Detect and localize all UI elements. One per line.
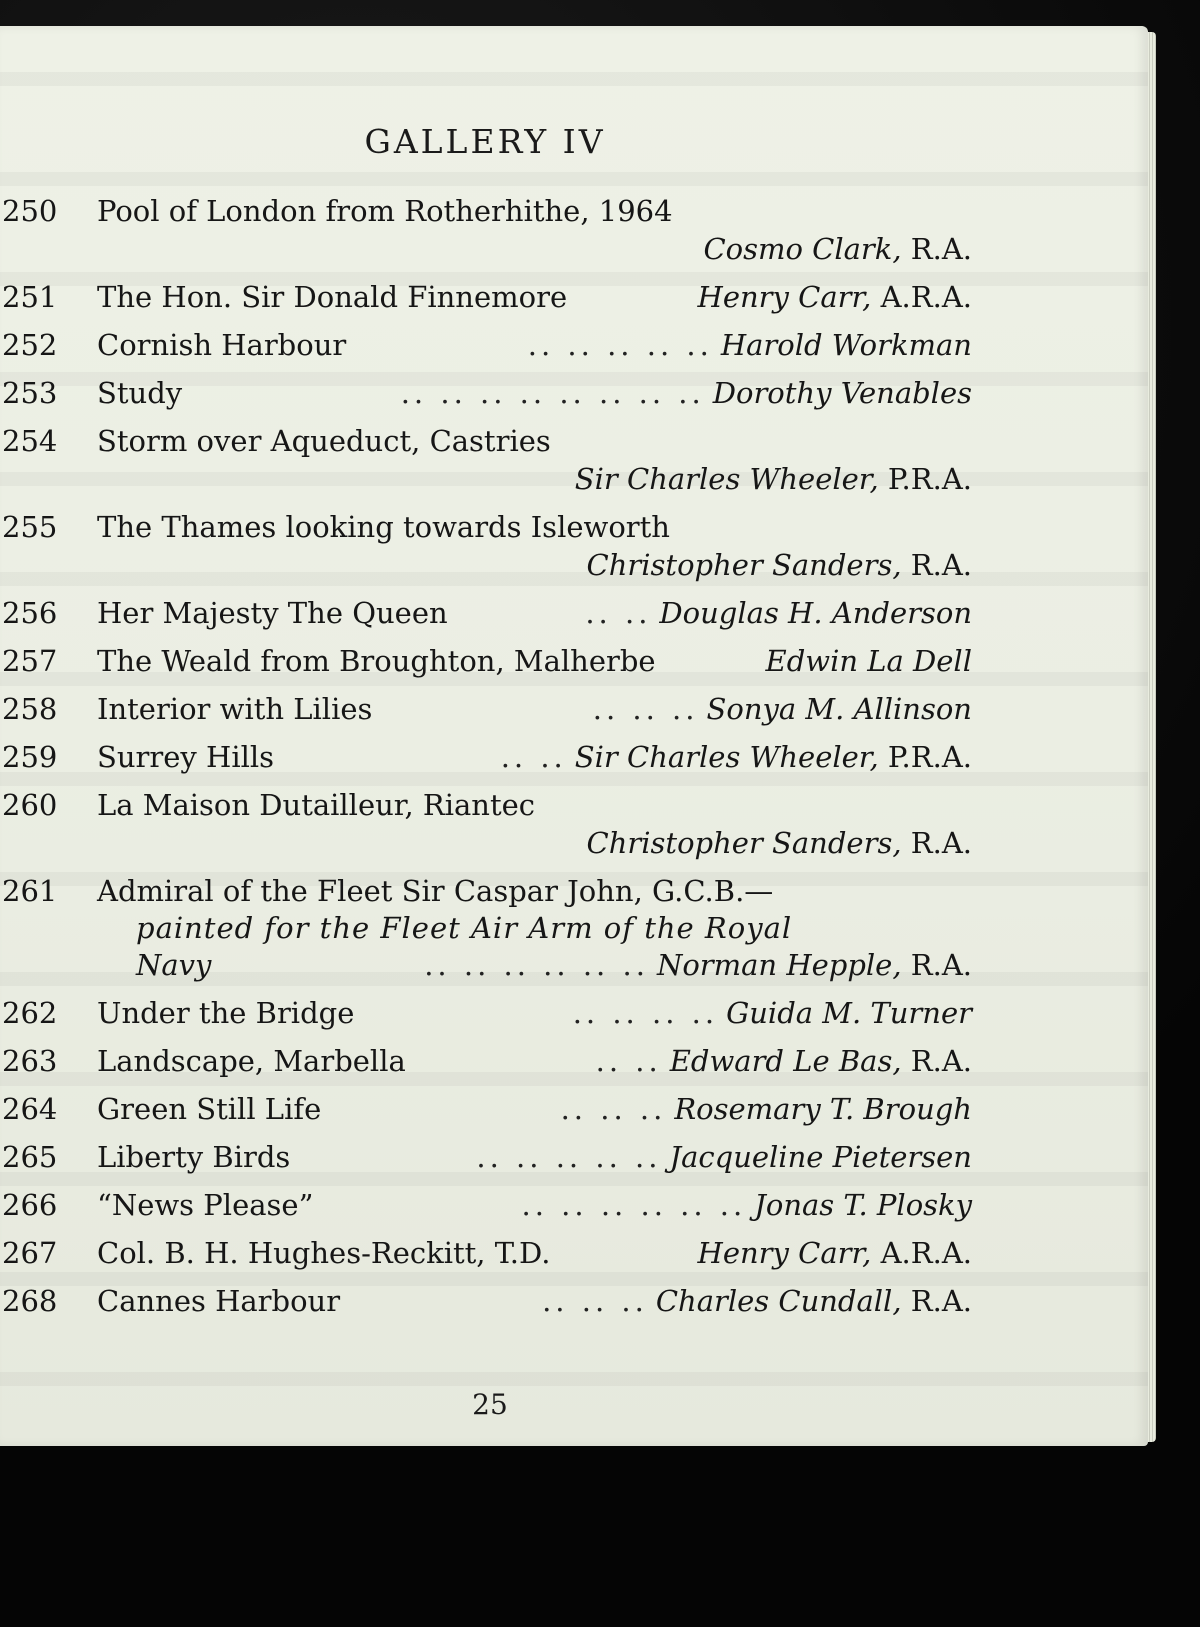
entry-title: “News Please” [97, 1188, 314, 1222]
entry-honours: R.A. [910, 232, 972, 266]
entry-number: 251 [2, 280, 58, 314]
entry-title: Her Majesty The Queen [97, 596, 448, 630]
leader-dots: .. .. .. [592, 692, 699, 726]
entry-subtitle: painted for the Fleet Air Arm of the Royal [136, 911, 793, 945]
entry-title: Surrey Hills [97, 740, 275, 774]
entry-number: 250 [2, 194, 58, 228]
entry-number: 266 [2, 1188, 58, 1222]
gallery-heading: GALLERY IV [364, 122, 606, 161]
entry-artist: Christopher Sanders, [586, 826, 902, 860]
entry-honours: A.R.A. [880, 1236, 972, 1270]
catalogue-entry [0, 786, 972, 862]
entry-honours: P.R.A. [887, 462, 972, 496]
catalogue-entry [0, 594, 972, 632]
page-number: 25 [472, 1388, 508, 1421]
entry-number: 268 [2, 1284, 58, 1318]
entry-list [0, 192, 972, 1330]
catalogue-entry [0, 994, 972, 1032]
entry-number: 260 [2, 788, 58, 822]
catalogue-entry [0, 1282, 972, 1320]
entry-number: 265 [2, 1140, 58, 1174]
entry-artist: Jonas T. Plosky [754, 1188, 972, 1222]
catalogue-entry [0, 1186, 972, 1224]
entry-artist: Harold Workman [720, 328, 972, 362]
entry-artist: Sir Charles Wheeler, [574, 740, 879, 774]
entry-number: 252 [2, 328, 58, 362]
entry-number: 258 [2, 692, 58, 726]
entry-number: 261 [2, 874, 58, 908]
entry-honours: R.A. [910, 1044, 972, 1078]
entry-title: The Weald from Broughton, Malherbe [97, 644, 656, 678]
leader-dots: .. .. .. .. .. .. .. .. [400, 376, 705, 410]
entry-artist: Rosemary T. Brough [674, 1092, 972, 1126]
entry-title: Interior with Lilies [97, 692, 373, 726]
entry-title: Pool of London from Rotherhithe, 1964 [97, 194, 673, 228]
leader-dots: .. .. .. .. .. [527, 328, 713, 362]
entry-title: The Thames looking towards Isleworth [97, 510, 670, 544]
catalogue-entry [0, 872, 972, 984]
leader-dots: .. .. .. .. .. .. [424, 948, 649, 982]
entry-number: 267 [2, 1236, 58, 1270]
entry-artist: Dorothy Venables [712, 376, 972, 410]
entry-artist: Edwin La Dell [765, 644, 972, 678]
entry-number: 262 [2, 996, 58, 1030]
entry-title: Storm over Aqueduct, Castries [97, 424, 551, 458]
entry-honours: R.A. [910, 948, 972, 982]
entry-artist: Edward Le Bas, [669, 1044, 902, 1078]
leader-dots: .. .. [585, 596, 652, 630]
catalogue-entry [0, 192, 972, 268]
leader-dots: .. .. .. .. [572, 996, 719, 1030]
entry-artist: Sonya M. Allinson [706, 692, 972, 726]
catalogue-entry [0, 374, 972, 412]
entry-number: 264 [2, 1092, 58, 1126]
entry-artist: Cosmo Clark, [703, 232, 902, 266]
entry-title: Green Still Life [97, 1092, 322, 1126]
entry-number: 263 [2, 1044, 58, 1078]
entry-artist: Christopher Sanders, [586, 548, 902, 582]
entry-artist: Norman Hepple, [656, 948, 902, 982]
leader-dots: .. .. .. [542, 1284, 648, 1318]
entry-artist: Henry Carr, [697, 280, 872, 314]
leader-dots: .. .. [595, 1044, 662, 1078]
entry-subtitle-end: Navy [136, 948, 212, 982]
leader-dots: .. .. [500, 740, 567, 774]
entry-title: Admiral of the Fleet Sir Caspar John, G.C.B.— [97, 874, 774, 908]
entry-title: Liberty Birds [97, 1140, 291, 1174]
entry-number: 256 [2, 596, 58, 630]
entry-artist: Henry Carr, [697, 1236, 872, 1270]
catalogue-entry [0, 278, 972, 316]
entry-artist-line [0, 824, 972, 862]
entry-title: Under the Bridge [97, 996, 355, 1030]
entry-honours: A.R.A. [880, 280, 972, 314]
entry-title: La Maison Dutailleur, Riantec [97, 788, 536, 822]
leader-dots: .. .. .. .. .. [476, 1140, 662, 1174]
entry-honours: R.A. [910, 1284, 972, 1318]
catalogue-entry [0, 508, 972, 584]
leader-dots: .. .. .. .. .. .. [521, 1188, 747, 1222]
catalogue-entry [0, 422, 972, 498]
entry-number: 254 [2, 424, 58, 458]
entry-artist-line [0, 546, 972, 584]
entry-number: 259 [2, 740, 58, 774]
leader-dots: .. .. .. [560, 1092, 667, 1126]
entry-title: The Hon. Sir Donald Finnemore [97, 280, 568, 314]
entry-title: Cornish Harbour [97, 328, 347, 362]
catalogue-entry [0, 1234, 972, 1272]
catalogue-page [0, 26, 1148, 1446]
entry-title: Study [97, 376, 183, 410]
entry-artist-line [0, 460, 972, 498]
entry-number: 257 [2, 644, 58, 678]
entry-artist: Guida M. Turner [726, 996, 972, 1030]
entry-honours: R.A. [910, 548, 972, 582]
entry-title: Cannes Harbour [97, 1284, 341, 1318]
catalogue-entry [0, 738, 972, 776]
catalogue-entry [0, 690, 972, 728]
entry-artist: Jacqueline Pietersen [669, 1140, 972, 1174]
catalogue-entry [0, 1138, 972, 1176]
entry-number: 253 [2, 376, 58, 410]
catalogue-entry [0, 1042, 972, 1080]
entry-artist: Douglas H. Anderson [659, 596, 972, 630]
entry-artist: Charles Cundall, [655, 1284, 902, 1318]
entry-artist-line [0, 230, 972, 268]
entry-honours: R.A. [910, 826, 972, 860]
catalogue-entry [0, 642, 972, 680]
catalogue-entry [0, 326, 972, 364]
entry-title: Col. B. H. Hughes-Reckitt, T.D. [97, 1236, 551, 1270]
catalogue-entry [0, 1090, 972, 1128]
entry-title: Landscape, Marbella [97, 1044, 406, 1078]
entry-number: 255 [2, 510, 58, 544]
entry-artist: Sir Charles Wheeler, [574, 462, 879, 496]
entry-honours: P.R.A. [887, 740, 972, 774]
